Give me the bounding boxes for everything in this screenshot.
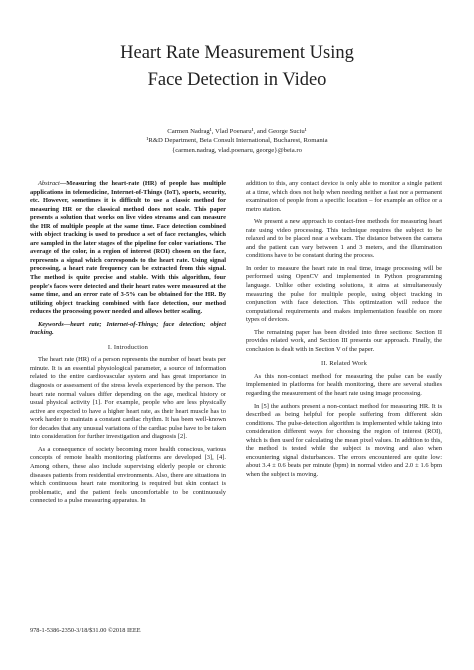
- copyright-footer: 978-1-5386-2350-3/18/$31.00 ©2018 IEEE: [30, 627, 141, 634]
- right-column: [246, 180, 442, 484]
- intro-paragraph-6: The remaining paper has been divided into three sections: Section II provides related work, and Section III presents our approach. Finally, the conclusion is dealt with in Section V of the paper.: [246, 328, 442, 353]
- abstract: [30, 180, 226, 317]
- author-affiliation: ¹R&D Department, Beia Consult International, Bucharest, Romania: [146, 137, 328, 145]
- related-work-paragraph-1: As this non-contact method for measuring the pulse can be easily implemented in platforms for health monitoring, there are several studies regarding the measurement of the heart rate using image processing.: [246, 372, 442, 398]
- section-heading-related-work: II. Related Work: [320, 360, 367, 368]
- related-work-paragraph-2: In [5] the authors present a non-contact method for measuring HR. It is described as being helpful for people suffering from different skin conditions. The pulse-detection algorithm is implemented while taking into consideration different ways for choosing the region of interest (ROI), which is then used for calculating the mean pixel values. In addition to this, the method is tested while the subject is moving and also when encountering signal disturbances. The errors encountered are quite low: about 3.4 ± 0.6 beats per minute (bpm) in normal video and 2.0 ± 1.6 bpm when the subject is moving.: [246, 402, 442, 478]
- paper-title: [0, 40, 474, 94]
- intro-paragraph-4: We present a new approach to contact-free methods for measuring heart rate using video processing. This technique requires the subject to be relaxed and to be placed near a webcam. The distance between the camera and the patient can vary between 1 and 3 meters, and the illumination conditions have to be constant during the process.: [246, 218, 442, 260]
- author-names: Carmen Nadrag¹, Vlad Poenaru¹, and George Suciu¹: [167, 128, 307, 135]
- intro-paragraph-1: The heart rate (HR) of a person represents the number of heart beats per minute. It is an essential physiological parameter, a source of information related to the entire cardiovascular system and has great importance in diagnosis or assessment of the stress levels experienced by the person. The heart rate normal values differ depending on the age, medical history or usual physical activity [1]. For example, people who are less physically active are expected to have a higher heart rate, as their heart muscle has to work harder to maintain a constant cardiac rhythm. It has been well-known for decades that any unusual variations of the cardiac pulse have to be taken into consideration for further investigation and diagnosis [2].: [30, 356, 226, 441]
- section-heading-introduction: I. Introduction: [107, 343, 149, 351]
- keywords-label: Keywords: [38, 320, 64, 328]
- abstract-label: Abstract: [38, 180, 60, 187]
- intro-paragraph-5: In order to measure the heart rate in real time, image processing will be performed using OpenCV and implemented in Python programming language. Unlike other existing solutions, it aims at simultaneously measuring the pulse for multiple people, using object tracking in conjunction with face detection. This optimization will reduce the computational requirements and makes implementation feasible on more types of devices.: [246, 264, 442, 324]
- intro-paragraph-2: As a consequence of society becoming more health conscious, various concepts of remote health monitoring platforms are developed [3], [4]. Among others, these also include supervising elderly people or chronic diseases patients from residential environments. Also, there are situations in which continuous heart rate monitoring is required but skin contact is problematic, and the patient feels uncomfortable to be continuously connected to a pulse measuring apparatus. In: [30, 445, 226, 505]
- keywords-text: —heart rate; Internet-of-Things; face detection; object tracking.: [30, 320, 226, 337]
- abstract-text: —Measuring the heart-rate (HR) of people has multiple applications in telemedicine, Internet-of-Things (IoT), sports, security, etc. However, sometimes it is difficult to use a classic method for measuring HR or the classical method does not scale. This paper presents a solution that works on live video streams and can measure the HR of multiple people at the same time. Face detection combined with object tracking is used to produce a set of face rectangles, which are sampled in the later stages of the pipeline for color variations. The average of the color, in a region of interest (ROI) chosen on the face, represents a signal which corresponds to the heart rate. Using signal processing, a heart rate frequency can be extracted from this signal. The method is quite precise and stable. With this algorithm, four people's faces were detected and their heart rates were measured at the same time, and an error rate of 3-5% can be obtained for the HR. By utilizing object tracking combined with face detection, our method reduces the processing power needed and allows better scaling.: [30, 180, 226, 316]
- title-line-2: Face Detection in Video: [147, 70, 327, 90]
- author-emails: {carmen.nadrag, vlad.poenaru, george}@beia.ro: [172, 146, 302, 154]
- intro-paragraph-3: addition to this, any contact device is only able to monitor a single patient at a time, which does not help when needing neither a fast nor a permanent examination of people from a specific location – for example an office or a metro station.: [246, 180, 442, 213]
- title-line-1: Heart Rate Measurement Using: [120, 43, 354, 63]
- keywords: [30, 321, 226, 338]
- left-column: [30, 180, 226, 510]
- author-block: [0, 127, 474, 155]
